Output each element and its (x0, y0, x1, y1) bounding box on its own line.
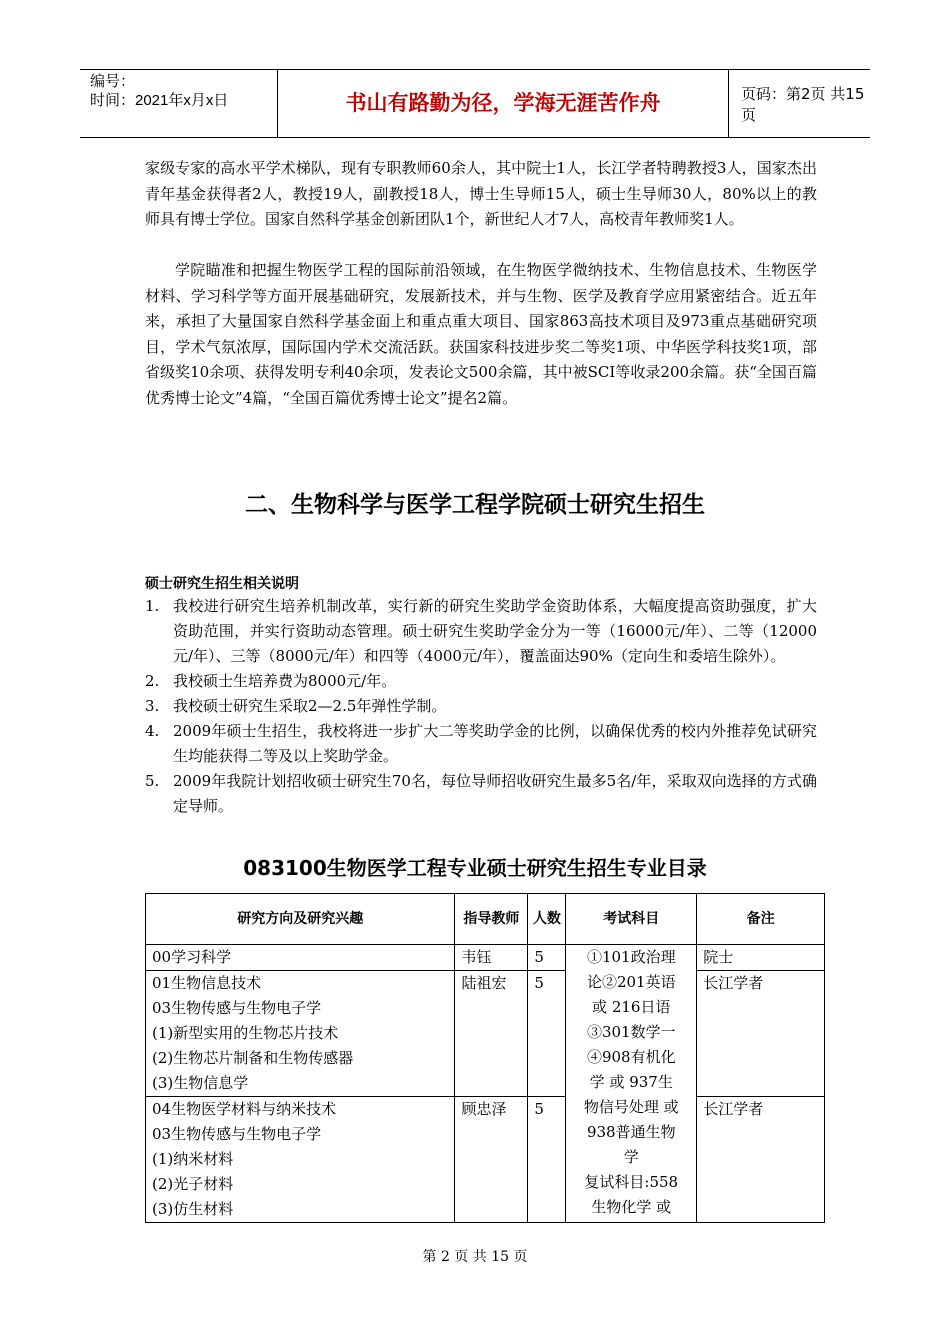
advisor-cell: 陆祖宏 (455, 971, 528, 1097)
list-item-number: 4. (145, 722, 160, 740)
intro-paragraph-2: 学院瞄准和把握生物医学工程的国际前沿领域，在生物医学微纳技术、生物信息技术、生物医学材料、学习科学等方面开展基础研究，发展新技术，并与生物、医学及教育学应用紧密结合。近五年来，承担了大量国家自然科学基金面上和重点重大项目、国家863高技术项目及973重点基础研究项目，学术气氛浓厚，国际国内学术交流活跃。获国家科技进步奖二等奖1项、中华医学科技奖1项，部省级奖10余项、获得发明专利40余项，发表论文500余篇，其中被SCI等收录200余篇。获“全国百篇优秀博士论文”4篇，“全国百篇优秀博士论文”提名2篇。 (145, 261, 817, 407)
direction-line: 03生物传感与生物电子学 (152, 1125, 322, 1143)
list-item-number: 1. (145, 597, 160, 615)
direction-line: (3)仿生材料 (152, 1200, 234, 1218)
direction-line: (1)纳米材料 (152, 1150, 234, 1168)
direction-line: 04生物医学材料与纳米技术 (152, 1100, 337, 1118)
header-motto: 书山有路勤为径，学海无涯苦作舟 (278, 70, 729, 137)
list-item (145, 694, 817, 719)
exam-line: 生物化学 或 (591, 1198, 672, 1216)
list-item-text: 2009年硕士生招生，我校将进一步扩大二等奖助学金的比例，以确保优秀的校内外推荐免试研究生均能获得二等及以上奖助学金。 (173, 722, 817, 765)
header-remark: 备注 (697, 894, 825, 945)
list-item-text: 我校进行研究生培养机制改革，实行新的研究生奖助学金资助体系，大幅度提高资助强度，扩大资助范围，并实行资助动态管理。硕士研究生奖助学金分为一等（16000元/年）、二等（12000元/年）、三等（8000元/年）和四等（4000元/年），覆盖面达90%（定向生和委培生除外）。 (173, 597, 817, 665)
remark-cell: 院士 (697, 945, 825, 971)
list-item-text: 2009年我院计划招收硕士研究生70名，每位导师招收研究生最多5名/年，采取双向选择的方式确定导师。 (173, 772, 817, 815)
page-footer: 第 2 页 共 15 页 (422, 1249, 528, 1265)
exam-line: 学 或 937生 (589, 1073, 673, 1091)
list-item-number: 3. (145, 697, 160, 715)
list-item-number: 5. (145, 772, 160, 790)
direction-line: 01生物信息技术 (152, 974, 262, 992)
exam-line: 学 (623, 1148, 639, 1166)
exam-line: 物信号处理 或 (583, 1098, 679, 1116)
list-item (145, 594, 817, 669)
direction-line: (2)光子材料 (152, 1175, 234, 1193)
direction-line: (1)新型实用的生物芯片技术 (152, 1024, 339, 1042)
direction-cell (146, 945, 455, 971)
direction-cell (146, 971, 455, 1097)
header-direction: 研究方向及研究兴趣 (146, 894, 455, 945)
notes-list (145, 594, 817, 819)
remark-cell: 长江学者 (697, 1097, 825, 1223)
doc-date: 时间：2021年x月x日 (90, 92, 229, 109)
list-item-number: 2. (145, 672, 160, 690)
header-count: 人数 (528, 894, 566, 945)
count-cell: 5 (528, 971, 566, 1097)
intro-paragraph-1: 家级专家的高水平学术梯队，现有专职教师60余人，其中院士1人，长江学者特聘教授3人，国家杰出青年基金获得者2人，教授19人，副教授18人，博士生导师15人，硕士生导师30人，80%以上的教师具有博士学位。国家自然科学基金创新团队1个，新世纪人才7人，高校青年教师奖1人。 (145, 159, 817, 229)
header-meta (80, 70, 278, 137)
exam-line: ④908有机化 (586, 1048, 676, 1066)
advisor-cell: 顾忠泽 (455, 1097, 528, 1223)
list-item (145, 669, 817, 694)
exam-line: 复试科目:558 (584, 1173, 679, 1191)
count-cell: 5 (528, 1097, 566, 1223)
exam-cell (566, 945, 697, 1223)
remark-cell: 长江学者 (697, 971, 825, 1097)
direction-line: 00学习科学 (152, 948, 232, 966)
direction-line: (3)生物信息学 (152, 1074, 249, 1092)
exam-line: ③301数学一 (586, 1023, 676, 1041)
notes-title: 硕士研究生招生相关说明 (145, 576, 299, 592)
section-title: 二、生物科学与医学工程学院硕士研究生招生 (245, 492, 705, 518)
header-page-number: 页码：第2页 共15页 (741, 84, 865, 124)
catalog-title: 083100生物医学工程专业硕士研究生招生专业目录 (243, 856, 707, 880)
table-row (146, 945, 825, 971)
catalog-table (145, 893, 825, 1223)
doc-number-label: 编号： (90, 73, 136, 90)
table-row (146, 1097, 825, 1223)
table-header-row (146, 894, 825, 945)
advisor-cell: 韦钰 (455, 945, 528, 971)
exam-line: 或 216日语 (592, 998, 671, 1016)
list-item (145, 769, 817, 819)
table-row (146, 971, 825, 1097)
direction-line: 03生物传感与生物电子学 (152, 999, 322, 1017)
count-cell: 5 (528, 945, 566, 971)
list-item-text: 我校硕士研究生采取2—2.5年弹性学制。 (173, 697, 447, 715)
exam-line: 938普通生物 (586, 1123, 676, 1141)
header-advisor: 指导教师 (455, 894, 528, 945)
exam-line: 论②201英语 (586, 973, 676, 991)
page-header (80, 69, 870, 138)
header-exam: 考试科目 (566, 894, 697, 945)
direction-line: (2)生物芯片制备和生物传感器 (152, 1049, 354, 1067)
direction-cell (146, 1097, 455, 1223)
exam-line: ①101政治理 (586, 948, 676, 966)
list-item (145, 719, 817, 769)
list-item-text: 我校硕士生培养费为8000元/年。 (173, 672, 397, 690)
